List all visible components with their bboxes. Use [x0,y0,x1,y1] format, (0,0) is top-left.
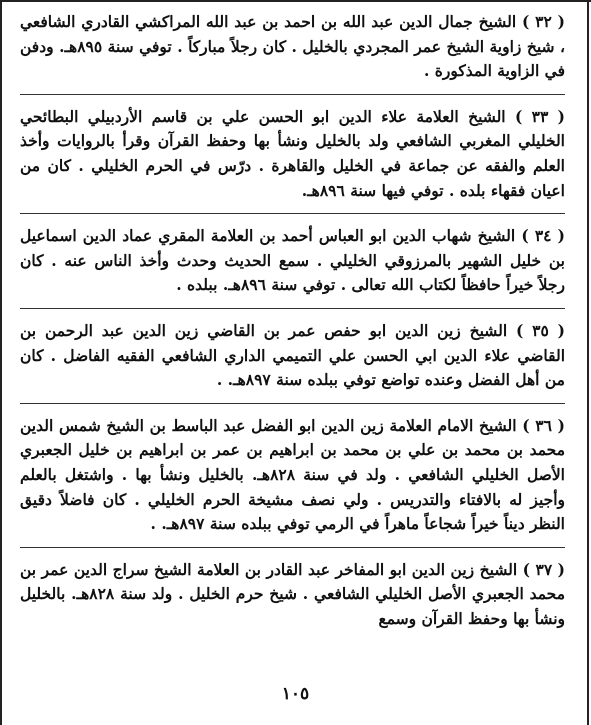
entry-divider [20,547,565,548]
page-border-right [587,0,589,725]
page-border-left [0,0,2,725]
entry-divider [20,94,565,95]
entry-34: ( ٣٤ ) الشيخ شهاب الدين ابو العباس أحمد بن العلامة المقري عماد الدين اسماعيل بن خليل الشهير بالمرزوقي الخليلي . سمع الحديث وحدث وأخذ الناس عنه . كان رجلاً خيراً حافظاً لكتاب الله تعالى . توفي سنة ٨٩٦هـ. ببلده . [20,226,565,295]
entry-32: ( ٣٢ ) الشيخ جمال الدين عبد الله بن احمد بن عبد الله المراكشي القادري الشافعي ، شيخ زاوية الشيخ عمر المجردي بالخليل . كان رجلاً مباركاً . توفي سنة ٨٩٥هـ. ودفن في الزاوية المذكورة . [20,12,565,81]
entry-35: ( ٣٥ ) الشيخ زين الدين ابو حفص عمر بن القاضي زين الدين عبد الرحمن بن القاضي علاء الدين ابي الحسن علي التميمي الداري الشافعي الفقيه الفاضل . كان من أهل الفضل وعنده تواضع توفي ببلده سنة ٨٩٧هـ. . [20,320,566,390]
entry-36: ( ٣٦ ) الشيخ الامام العلامة زين الدين ابو الفضل عبد الباسط بن الشيخ شمس الدين محمد بن محمد بن علي بن محمد بن ابراهيم بن عمر بن ابراهيم بن خليل الجعبري الأصل الخليلي الشافعي . ولد في سنة ٨٢٨هـ. بالخليل ونشأ بها . واشتغل بالعلم وأجيز له بالافتاء والتدريس . ولي نصف مشيخة الحرم الخليلي . كان فاضلاً دقيق النظر ديناً خيراً شجاعاً ماهراً في الرمي توفي ببلده سنة ٨٩٧هـ. . [20,415,565,534]
page-number: ١٠٥ [281,684,310,704]
page-border-top [0,0,591,2]
entry-37: ( ٣٧ ) الشيخ زين الدين ابو المفاخر عبد القادر بن العلامة الشيخ سراج الدين عمر بن محمد الجعبري الأصل الخليلي الشافعي . شيخ حرم الخليل . ولد سنة ٨٢٨هـ. بالخليل ونشأ بها وحفظ القرآن وسمع [20,559,565,628]
entry-divider [20,403,565,404]
entry-divider [20,308,565,309]
entry-divider [20,213,565,214]
entry-33: ( ٣٣ ) الشيخ العلامة علاء الدين ابو الحسن علي بن قاسم الأردبيلي البطائحي الخليلي المغربي الشافعي ولد بالخليل ونشأ بها وحفظ القرآن وقرأ بالروايات وأخذ العلم والفقه عن جماعة في الخليل والقاهرة . درّس في الحرم الخليلي . كان من اعيان فقهاء بلده . توفي فيها سنة ٨٩٦هـ. [20,106,566,200]
document-page [20,10,565,631]
